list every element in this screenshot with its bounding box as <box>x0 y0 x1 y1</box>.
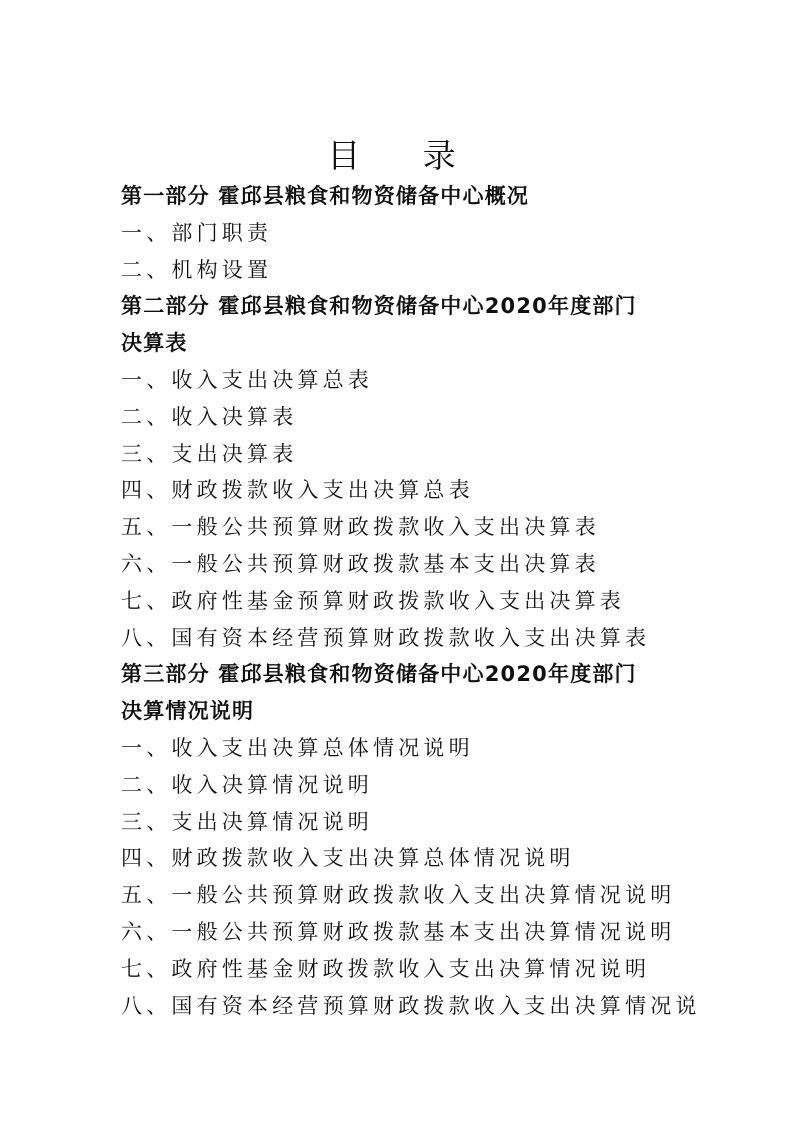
toc-item: 八、国有资本经营预算财政拨款收入支出决算表 <box>121 625 651 650</box>
toc-item: 四、财政拨款收入支出决算总表 <box>121 478 474 503</box>
toc-item: 三、支出决算情况说明 <box>121 809 373 834</box>
toc-item: 六、一般公共预算财政拨款基本支出决算情况说明 <box>121 919 676 944</box>
toc-part-heading: 决算情况说明 <box>121 699 255 724</box>
table-of-contents <box>121 178 701 1024</box>
toc-item: 二、机构设置 <box>121 257 273 282</box>
page-title: 目 录 <box>327 136 482 175</box>
toc-part-heading: 决算表 <box>121 331 188 356</box>
toc-item: 一、收入支出决算总体情况说明 <box>121 735 474 760</box>
toc-item: 二、收入决算情况说明 <box>121 772 373 797</box>
toc-item: 四、财政拨款收入支出决算总体情况说明 <box>121 846 575 871</box>
toc-item: 三、支出决算表 <box>121 441 298 466</box>
toc-part-heading: 第二部分 霍邱县粮食和物资储备中心2020年度部门 <box>121 294 637 319</box>
toc-part-heading: 第一部分 霍邱县粮食和物资储备中心概况 <box>121 184 530 208</box>
toc-part-heading: 第三部分 霍邱县粮食和物资储备中心2020年度部门 <box>121 662 637 687</box>
toc-item: 七、政府性基金预算财政拨款收入支出决算表 <box>121 588 625 613</box>
toc-item: 五、一般公共预算财政拨款收入支出决算情况说明 <box>121 883 676 908</box>
toc-item: 五、一般公共预算财政拨款收入支出决算表 <box>121 515 600 540</box>
toc-item: 六、一般公共预算财政拨款基本支出决算表 <box>121 551 600 576</box>
toc-item: 一、收入支出决算总表 <box>121 367 373 392</box>
toc-item: 七、政府性基金财政拨款收入支出决算情况说明 <box>121 956 651 981</box>
toc-item: 二、收入决算表 <box>121 404 298 429</box>
toc-item: 一、部门职责 <box>121 220 273 245</box>
toc-item: 八、国有资本经营预算财政拨款收入支出决算情况说 <box>121 993 701 1018</box>
